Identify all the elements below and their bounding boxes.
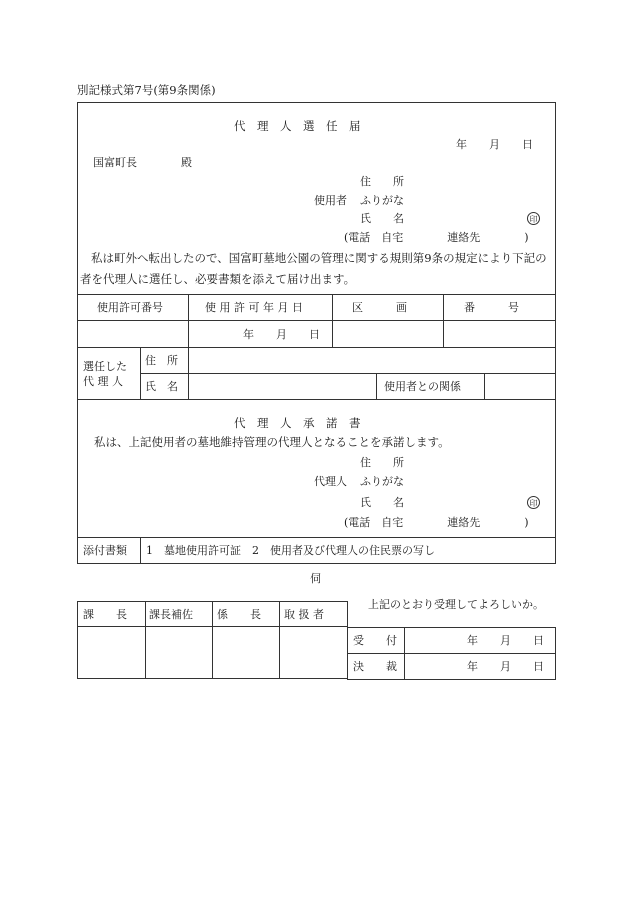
seal-icon: 印 — [527, 212, 540, 225]
agent-role-label: 代理人 — [314, 475, 347, 488]
attachments-label: 添付書類 — [83, 544, 127, 557]
acceptance-title: 代 理 人 承 諾 書 — [234, 416, 361, 430]
applicant-furigana-label: ふりがな — [360, 194, 404, 207]
applicant-phone-line: (電話 自宅 連絡先 ) — [344, 231, 529, 244]
applicant-address-label: 住 所 — [360, 175, 404, 188]
permit-number-header: 使用許可番号 — [97, 301, 163, 314]
appointment-statement: 私は町外へ転出したので、国富町墓地公園の管理に関する規則第9条の規定により下記の者を代理人に選任し、必要書類を添えて届け出ます。 — [80, 251, 547, 286]
handler-label: 取 扱 者 — [284, 608, 324, 621]
received-date: 年 月 日 — [467, 634, 544, 647]
agent-furigana-label: ふりがな — [360, 475, 404, 488]
decided-date: 年 月 日 — [467, 660, 544, 673]
permit-date-header: 使 用 許 可 年 月 日 — [205, 301, 303, 314]
approval-note: 上記のとおり受理してよろしいか。 — [368, 598, 544, 611]
received-label: 受 付 — [353, 634, 397, 647]
addressee: 国富町長 殿 — [93, 156, 192, 169]
agent-name-field-label: 氏 名 — [360, 496, 404, 509]
subsection-chief-label: 係 長 — [217, 608, 261, 621]
approval-heading: 伺 — [310, 572, 321, 585]
agent-name-label: 氏 名 — [145, 380, 178, 393]
appointment-date: 年 月 日 — [456, 138, 533, 151]
decided-label: 決 裁 — [353, 660, 397, 673]
plot-number-header: 番 号 — [464, 301, 519, 314]
agent-label-line2: 代 理 人 — [83, 375, 123, 388]
section-chief-label: 課 長 — [83, 608, 127, 621]
applicant-name-label: 氏 名 — [360, 212, 404, 225]
seal-icon: 印 — [527, 496, 540, 509]
acceptance-statement: 私は、上記使用者の墓地維持管理の代理人となることを承諾します。 — [94, 435, 450, 449]
permit-date-cell: 年 月 日 — [243, 328, 320, 341]
agent-address-field-label: 住 所 — [360, 456, 404, 469]
applicant-role-label: 使用者 — [314, 194, 347, 207]
agent-address-label: 住 所 — [145, 354, 178, 367]
section-header: 区 画 — [352, 301, 407, 314]
attachments-text: 1 墓地使用許可証 2 使用者及び代理人の住民票の写し — [146, 544, 435, 557]
agent-phone-line: (電話 自宅 連絡先 ) — [344, 516, 529, 529]
agent-relation-label: 使用者との関係 — [384, 380, 461, 393]
appointment-title: 代 理 人 選 任 届 — [234, 119, 361, 133]
form-number-label: 別記様式第7号(第9条関係) — [77, 83, 216, 97]
deputy-chief-label: 課長補佐 — [149, 608, 193, 621]
agent-label-line1: 選任した — [83, 360, 127, 373]
